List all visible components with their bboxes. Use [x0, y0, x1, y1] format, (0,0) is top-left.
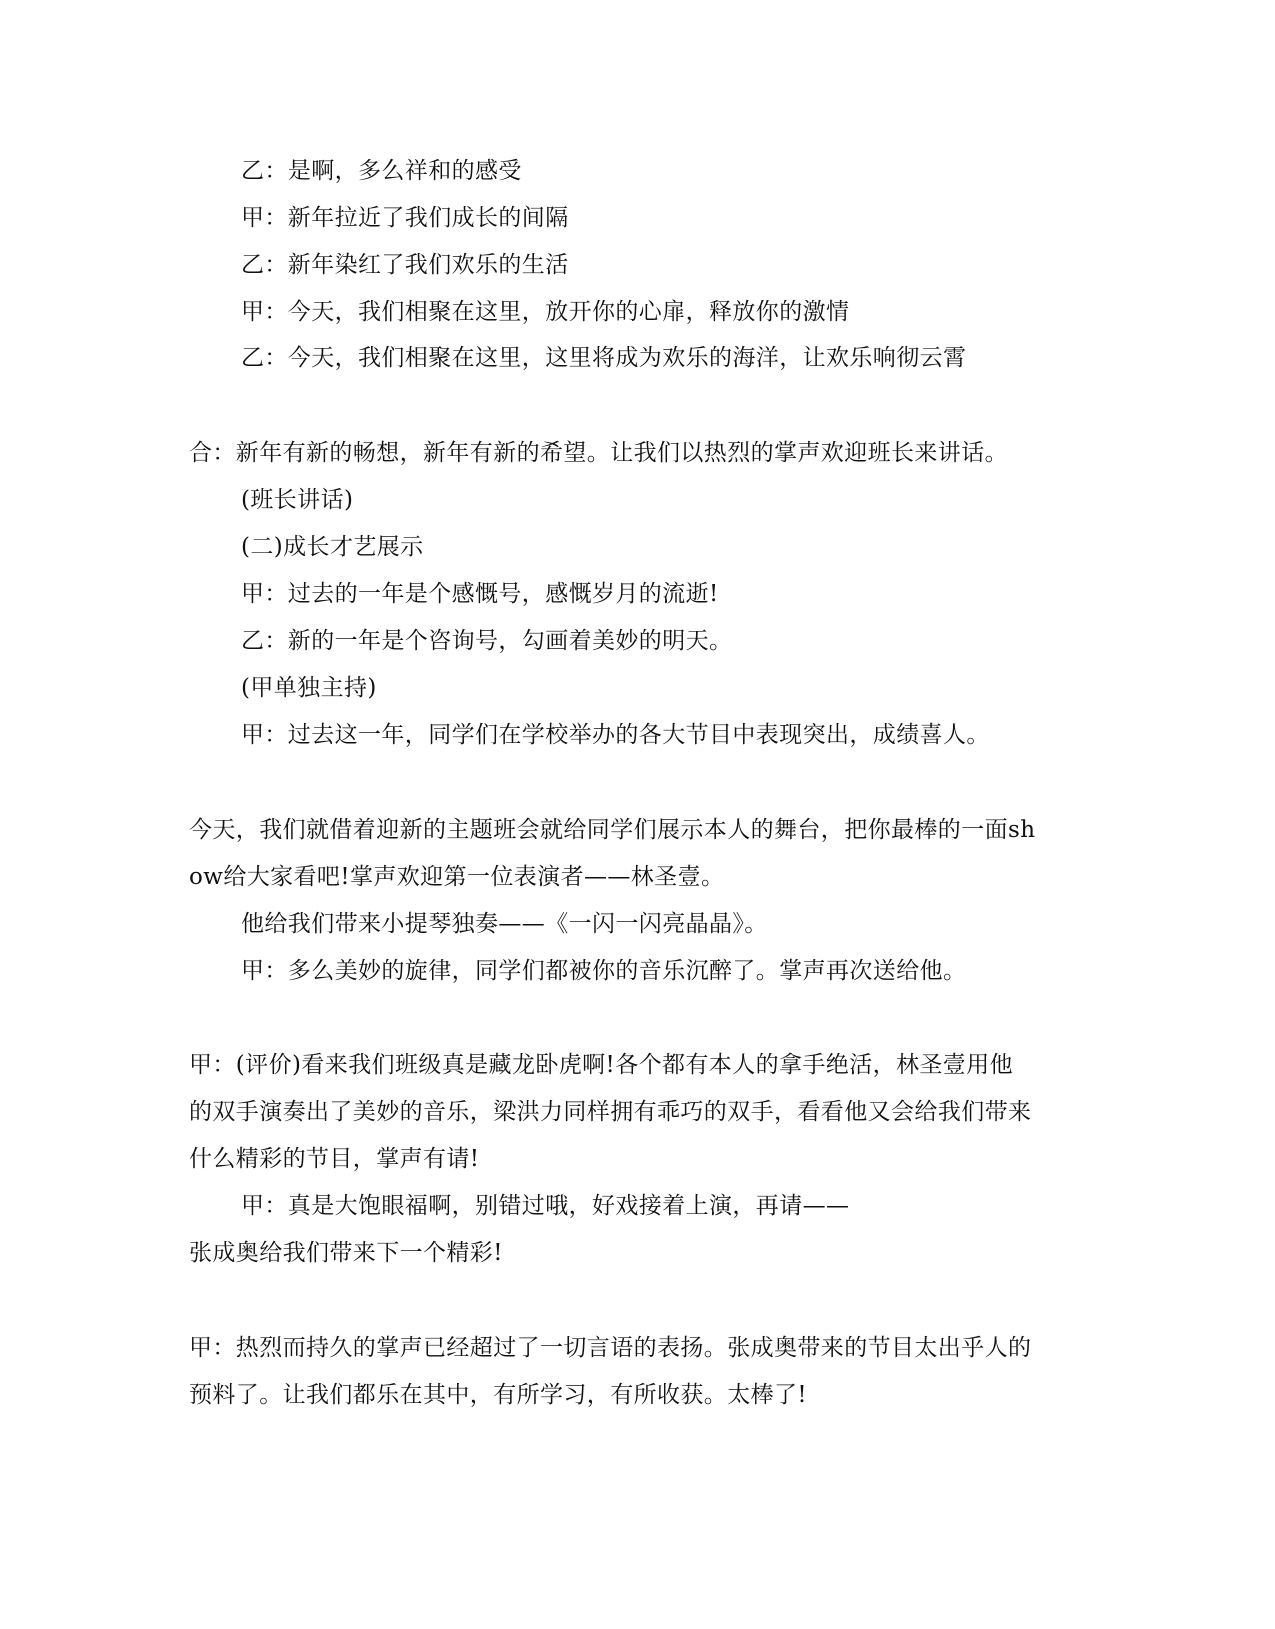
text-line: 乙：今天，我们相聚在这里，这里将成为欢乐的海洋，让欢乐响彻云霄 — [241, 345, 967, 371]
section-heading: (二)成长才艺展示 — [241, 534, 424, 560]
text-line: 今天，我们就借着迎新的主题班会就给同学们展示本人的舞台，把你最棒的一面sh — [189, 817, 1036, 843]
text-line: 张成奥给我们带来下一个精彩! — [189, 1240, 503, 1266]
text-line: 他给我们带来小提琴独奏——《一闪一闪亮晶晶》。 — [241, 911, 768, 937]
text-line: ow给大家看吧!掌声欢迎第一位表演者——林圣壹。 — [189, 864, 725, 890]
text-line: (班长讲话) — [241, 487, 354, 513]
text-line: 甲：今天，我们相聚在这里，放开你的心扉，释放你的激情 — [241, 299, 850, 325]
text-line: 甲：热烈而持久的掌声已经超过了一切言语的表扬。张成奥带来的节目太出乎人的 — [189, 1335, 1032, 1361]
text-line: (甲单独主持) — [241, 675, 377, 701]
text-line: 乙：新年染红了我们欢乐的生活 — [241, 252, 569, 278]
text-line: 甲：多么美妙的旋律，同学们都被你的音乐沉醉了。掌声再次送给他。 — [241, 958, 967, 984]
text-line: 甲：过去的一年是个感慨号，感慨岁月的流逝! — [241, 581, 719, 607]
text-line: 甲：(评价)看来我们班级真是藏龙卧虎啊!各个都有本人的拿手绝活，林圣壹用他 — [189, 1052, 1013, 1078]
text-line: 预料了。让我们都乐在其中，有所学习，有所收获。太棒了! — [189, 1382, 808, 1408]
text-line: 乙：新的一年是个咨询号，勾画着美妙的明天。 — [241, 628, 733, 654]
text-line: 甲：过去这一年，同学们在学校举办的各大节目中表现突出，成绩喜人。 — [241, 722, 990, 748]
text-line: 甲：新年拉近了我们成长的间隔 — [241, 205, 569, 231]
text-line: 的双手演奏出了美妙的音乐，梁洪力同样拥有乖巧的双手，看看他又会给我们带来 — [189, 1099, 1032, 1125]
text-line: 什么精彩的节目，掌声有请! — [189, 1146, 480, 1172]
text-line: 甲：真是大饱眼福啊，别错过哦，好戏接着上演，再请—— — [241, 1193, 850, 1219]
text-line: 乙：是啊，多么祥和的感受 — [241, 158, 522, 184]
text-line: 合：新年有新的畅想，新年有新的希望。让我们以热烈的掌声欢迎班长来讲话。 — [189, 440, 1008, 466]
